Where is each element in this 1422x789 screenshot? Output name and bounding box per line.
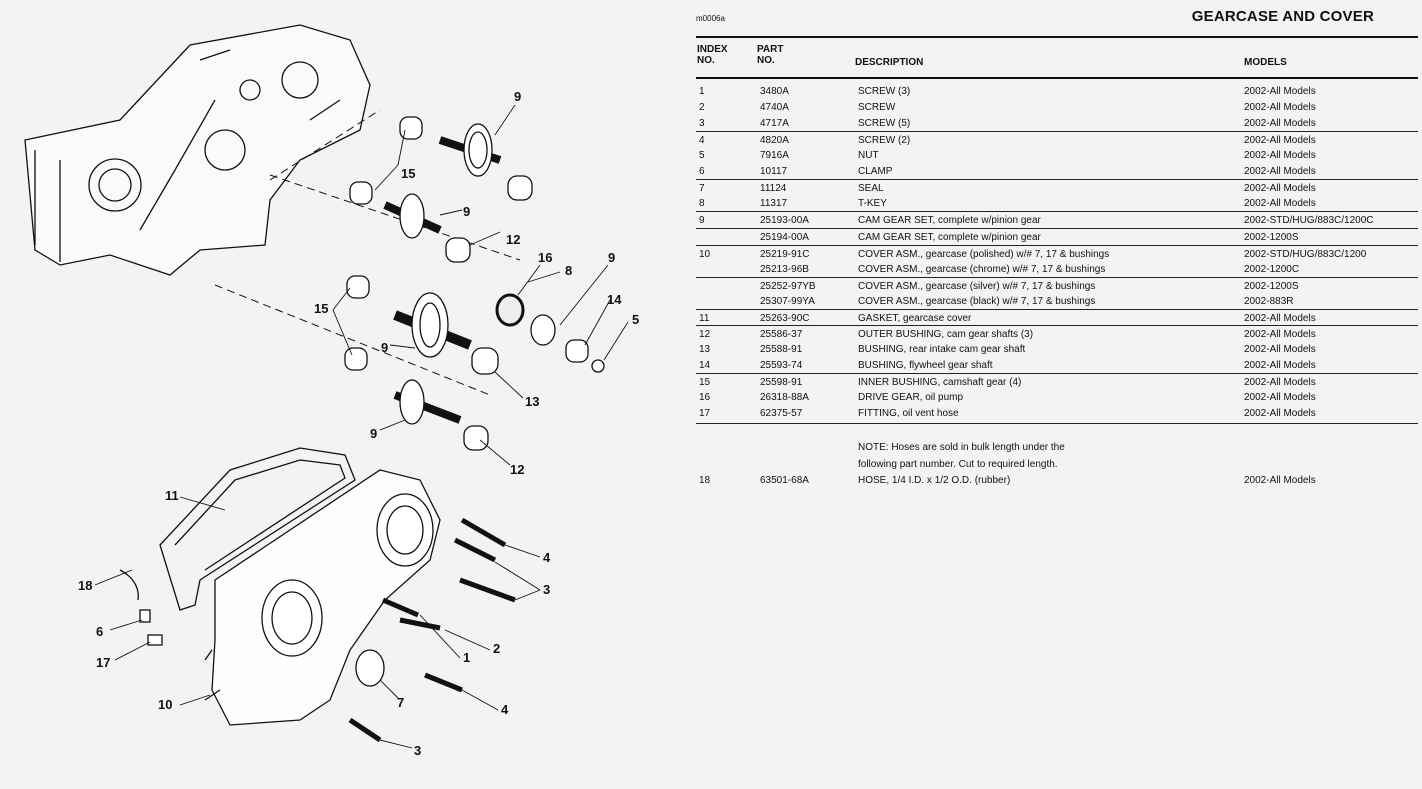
callout-label: 6	[96, 624, 104, 639]
part-number-cell: 7916A	[760, 150, 789, 161]
part-number-cell: 3480A	[760, 86, 789, 97]
crankcase-drawing	[25, 25, 370, 275]
index-cell: 7	[699, 183, 705, 194]
models-cell: 2002-All Models	[1244, 198, 1316, 209]
callout-label: 4	[501, 702, 509, 717]
callout-label: 5	[632, 312, 640, 327]
table-row	[696, 83, 1418, 99]
table-row	[696, 261, 1418, 277]
description-cell: OUTER BUSHING, cam gear shafts (3)	[858, 329, 1034, 340]
description-cell: COVER ASM., gearcase (polished) w/# 7, 17 & bushings	[858, 249, 1110, 260]
callout-label: 17	[96, 655, 111, 670]
index-cell: 11	[699, 313, 710, 324]
table-row	[696, 277, 1418, 294]
models-cell: 2002-All Models	[1244, 408, 1316, 419]
callout-label: 15	[314, 301, 329, 316]
models-cell: 2002-883R	[1244, 296, 1294, 307]
callout-label: 9	[514, 89, 522, 104]
description-cell: FITTING, oil vent hose	[858, 408, 959, 419]
callout-label: 13	[525, 394, 540, 409]
table-row	[696, 131, 1418, 148]
table-row	[696, 147, 1418, 163]
models-cell: 2002-STD/HUG/883C/1200C	[1244, 215, 1374, 226]
header-description: DESCRIPTION	[855, 57, 924, 68]
models-cell: 2002-All Models	[1244, 475, 1316, 486]
table-row	[696, 325, 1418, 342]
callout-label: 3	[414, 743, 422, 758]
description-cell: GASKET, gearcase cover	[858, 313, 972, 324]
index-cell: 13	[699, 344, 711, 355]
description-cell: SEAL	[858, 183, 884, 194]
header-index-line2: NO.	[697, 55, 715, 66]
index-cell: 6	[699, 166, 705, 177]
models-cell: 2002-All Models	[1244, 183, 1316, 194]
models-cell: 2002-1200C	[1244, 264, 1300, 275]
header-part-line1: PART	[757, 44, 784, 55]
callout-label: 16	[538, 250, 553, 265]
models-cell: 2002-1200S	[1244, 281, 1299, 292]
part-number-cell: 25193-00A	[760, 215, 809, 226]
index-cell: 15	[699, 377, 711, 388]
table-row	[696, 163, 1418, 179]
part-number-cell: 25263-90C	[760, 313, 810, 324]
callout-label: 11	[165, 488, 179, 503]
part-number-cell: 11317	[760, 198, 788, 209]
models-cell: 2002-All Models	[1244, 313, 1316, 324]
callout-label: 8	[565, 263, 573, 278]
table-row	[696, 211, 1418, 228]
description-cell: SCREW (3)	[858, 86, 911, 97]
callout-label: 15	[401, 166, 416, 181]
models-cell: 2002-All Models	[1244, 377, 1316, 388]
models-cell: 2002-All Models	[1244, 329, 1316, 340]
part-number-cell: 63501-68A	[760, 475, 809, 486]
part-number-cell: 25307-99YA	[760, 296, 815, 307]
table-row	[696, 341, 1418, 357]
header-models: MODELS	[1244, 57, 1287, 68]
part-number-cell: 62375-57	[760, 408, 803, 419]
part-number-cell: 25588-91	[760, 344, 803, 355]
part-number-cell: 25593-74	[760, 360, 803, 371]
index-cell: 16	[699, 392, 711, 403]
part-number-cell: 10117	[760, 166, 788, 177]
note-line-2: following part number. Cut to required length.	[858, 459, 1058, 470]
description-cell: SCREW (5)	[858, 118, 911, 129]
description-cell: CLAMP	[858, 166, 893, 177]
models-cell: 2002-All Models	[1244, 360, 1316, 371]
table-row	[696, 309, 1418, 326]
page-id: m0006a	[696, 14, 725, 23]
parts-list-page	[690, 0, 1422, 789]
callout-label: 2	[493, 641, 501, 656]
callout-label: 1	[463, 650, 471, 665]
table-bottom-rule	[696, 423, 1418, 425]
models-cell: 2002-All Models	[1244, 102, 1316, 113]
description-cell: CAM GEAR SET, complete w/pinion gear	[858, 232, 1041, 243]
callout-label: 18	[78, 578, 93, 593]
callout-label: 4	[543, 550, 551, 565]
models-cell: 2002-All Models	[1244, 150, 1316, 161]
callout-label: 14	[607, 292, 622, 307]
models-cell: 2002-All Models	[1244, 392, 1316, 403]
callout-label: 7	[397, 695, 405, 710]
description-cell: COVER ASM., gearcase (black) w/# 7, 17 & bushings	[858, 296, 1096, 307]
note-line-1: NOTE: Hoses are sold in bulk length under the	[858, 442, 1065, 453]
callout-label: 9	[370, 426, 378, 441]
part-number-cell: 25219-91C	[760, 249, 810, 260]
header-rule	[696, 77, 1418, 79]
header-part-line2: NO.	[757, 55, 775, 66]
description-cell: SCREW (2)	[858, 135, 911, 146]
part-number-cell: 26318-88A	[760, 392, 809, 403]
callout-label: 9	[381, 340, 389, 355]
top-rule	[696, 36, 1418, 38]
part-number-cell: 25252-97YB	[760, 281, 816, 292]
models-cell: 2002-All Models	[1244, 135, 1316, 146]
index-cell: 1	[699, 86, 705, 97]
models-cell: 2002-All Models	[1244, 86, 1316, 97]
table-row	[696, 405, 1418, 421]
callout-label: 12	[506, 232, 521, 247]
description-cell: NUT	[858, 150, 879, 161]
table-row	[696, 293, 1418, 309]
table-row	[696, 228, 1418, 245]
callout-label: 9	[463, 204, 471, 219]
description-cell: BUSHING, flywheel gear shaft	[858, 360, 993, 371]
description-cell: COVER ASM., gearcase (silver) w/# 7, 17 & bushings	[858, 281, 1096, 292]
table-row	[696, 373, 1418, 390]
table-row	[696, 115, 1418, 131]
description-cell: CAM GEAR SET, complete w/pinion gear	[858, 215, 1041, 226]
index-cell: 18	[699, 475, 711, 486]
table-row	[696, 389, 1418, 405]
upper-cam-gear-group	[350, 117, 532, 262]
models-cell: 2002-1200S	[1244, 232, 1299, 243]
header-index	[697, 44, 728, 66]
description-cell: DRIVE GEAR, oil pump	[858, 392, 964, 403]
page-title: GEARCASE AND COVER	[1191, 8, 1374, 25]
description-cell: T-KEY	[858, 198, 887, 209]
index-cell: 12	[699, 329, 711, 340]
table-row	[696, 99, 1418, 115]
part-number-cell: 25586-37	[760, 329, 803, 340]
index-cell: 2	[699, 102, 705, 113]
index-cell: 8	[699, 198, 705, 209]
exploded-parts-diagram	[0, 0, 690, 789]
models-cell: 2002-STD/HUG/883C/1200	[1244, 249, 1367, 260]
models-cell: 2002-All Models	[1244, 166, 1316, 177]
index-cell: 5	[699, 150, 705, 161]
part-number-cell: 11124	[760, 183, 787, 194]
table-row	[696, 245, 1418, 262]
part-number-cell: 25213-96B	[760, 264, 809, 275]
part-number-cell: 4820A	[760, 135, 789, 146]
description-cell: INNER BUSHING, camshaft gear (4)	[858, 377, 1022, 388]
models-cell: 2002-All Models	[1244, 118, 1316, 129]
table-row-hose	[696, 472, 1418, 488]
description-cell: HOSE, 1/4 I.D. x 1/2 O.D. (rubber)	[858, 475, 1011, 486]
callout-label: 9	[608, 250, 616, 265]
description-cell: BUSHING, rear intake cam gear shaft	[858, 344, 1026, 355]
index-cell: 17	[699, 408, 711, 419]
header-index-line1: INDEX	[697, 44, 728, 55]
part-number-cell: 25598-91	[760, 377, 803, 388]
index-cell: 3	[699, 118, 705, 129]
header-part	[757, 44, 783, 66]
index-cell: 4	[699, 135, 705, 146]
callout-label: 10	[158, 697, 173, 712]
part-number-cell: 25194-00A	[760, 232, 809, 243]
callout-label: 12	[510, 462, 525, 477]
description-cell: COVER ASM., gearcase (chrome) w/# 7, 17 & bushings	[858, 264, 1106, 275]
middle-gear-group	[345, 276, 604, 450]
table-row	[696, 357, 1418, 373]
table-row	[696, 179, 1418, 196]
callout-label: 3	[543, 582, 551, 597]
index-cell: 10	[699, 249, 711, 260]
part-number-cell: 4740A	[760, 102, 789, 113]
part-number-cell: 4717A	[760, 118, 789, 129]
index-cell: 9	[699, 215, 705, 226]
models-cell: 2002-All Models	[1244, 344, 1316, 355]
table-row	[696, 195, 1418, 211]
description-cell: SCREW	[858, 102, 896, 113]
index-cell: 14	[699, 360, 711, 371]
